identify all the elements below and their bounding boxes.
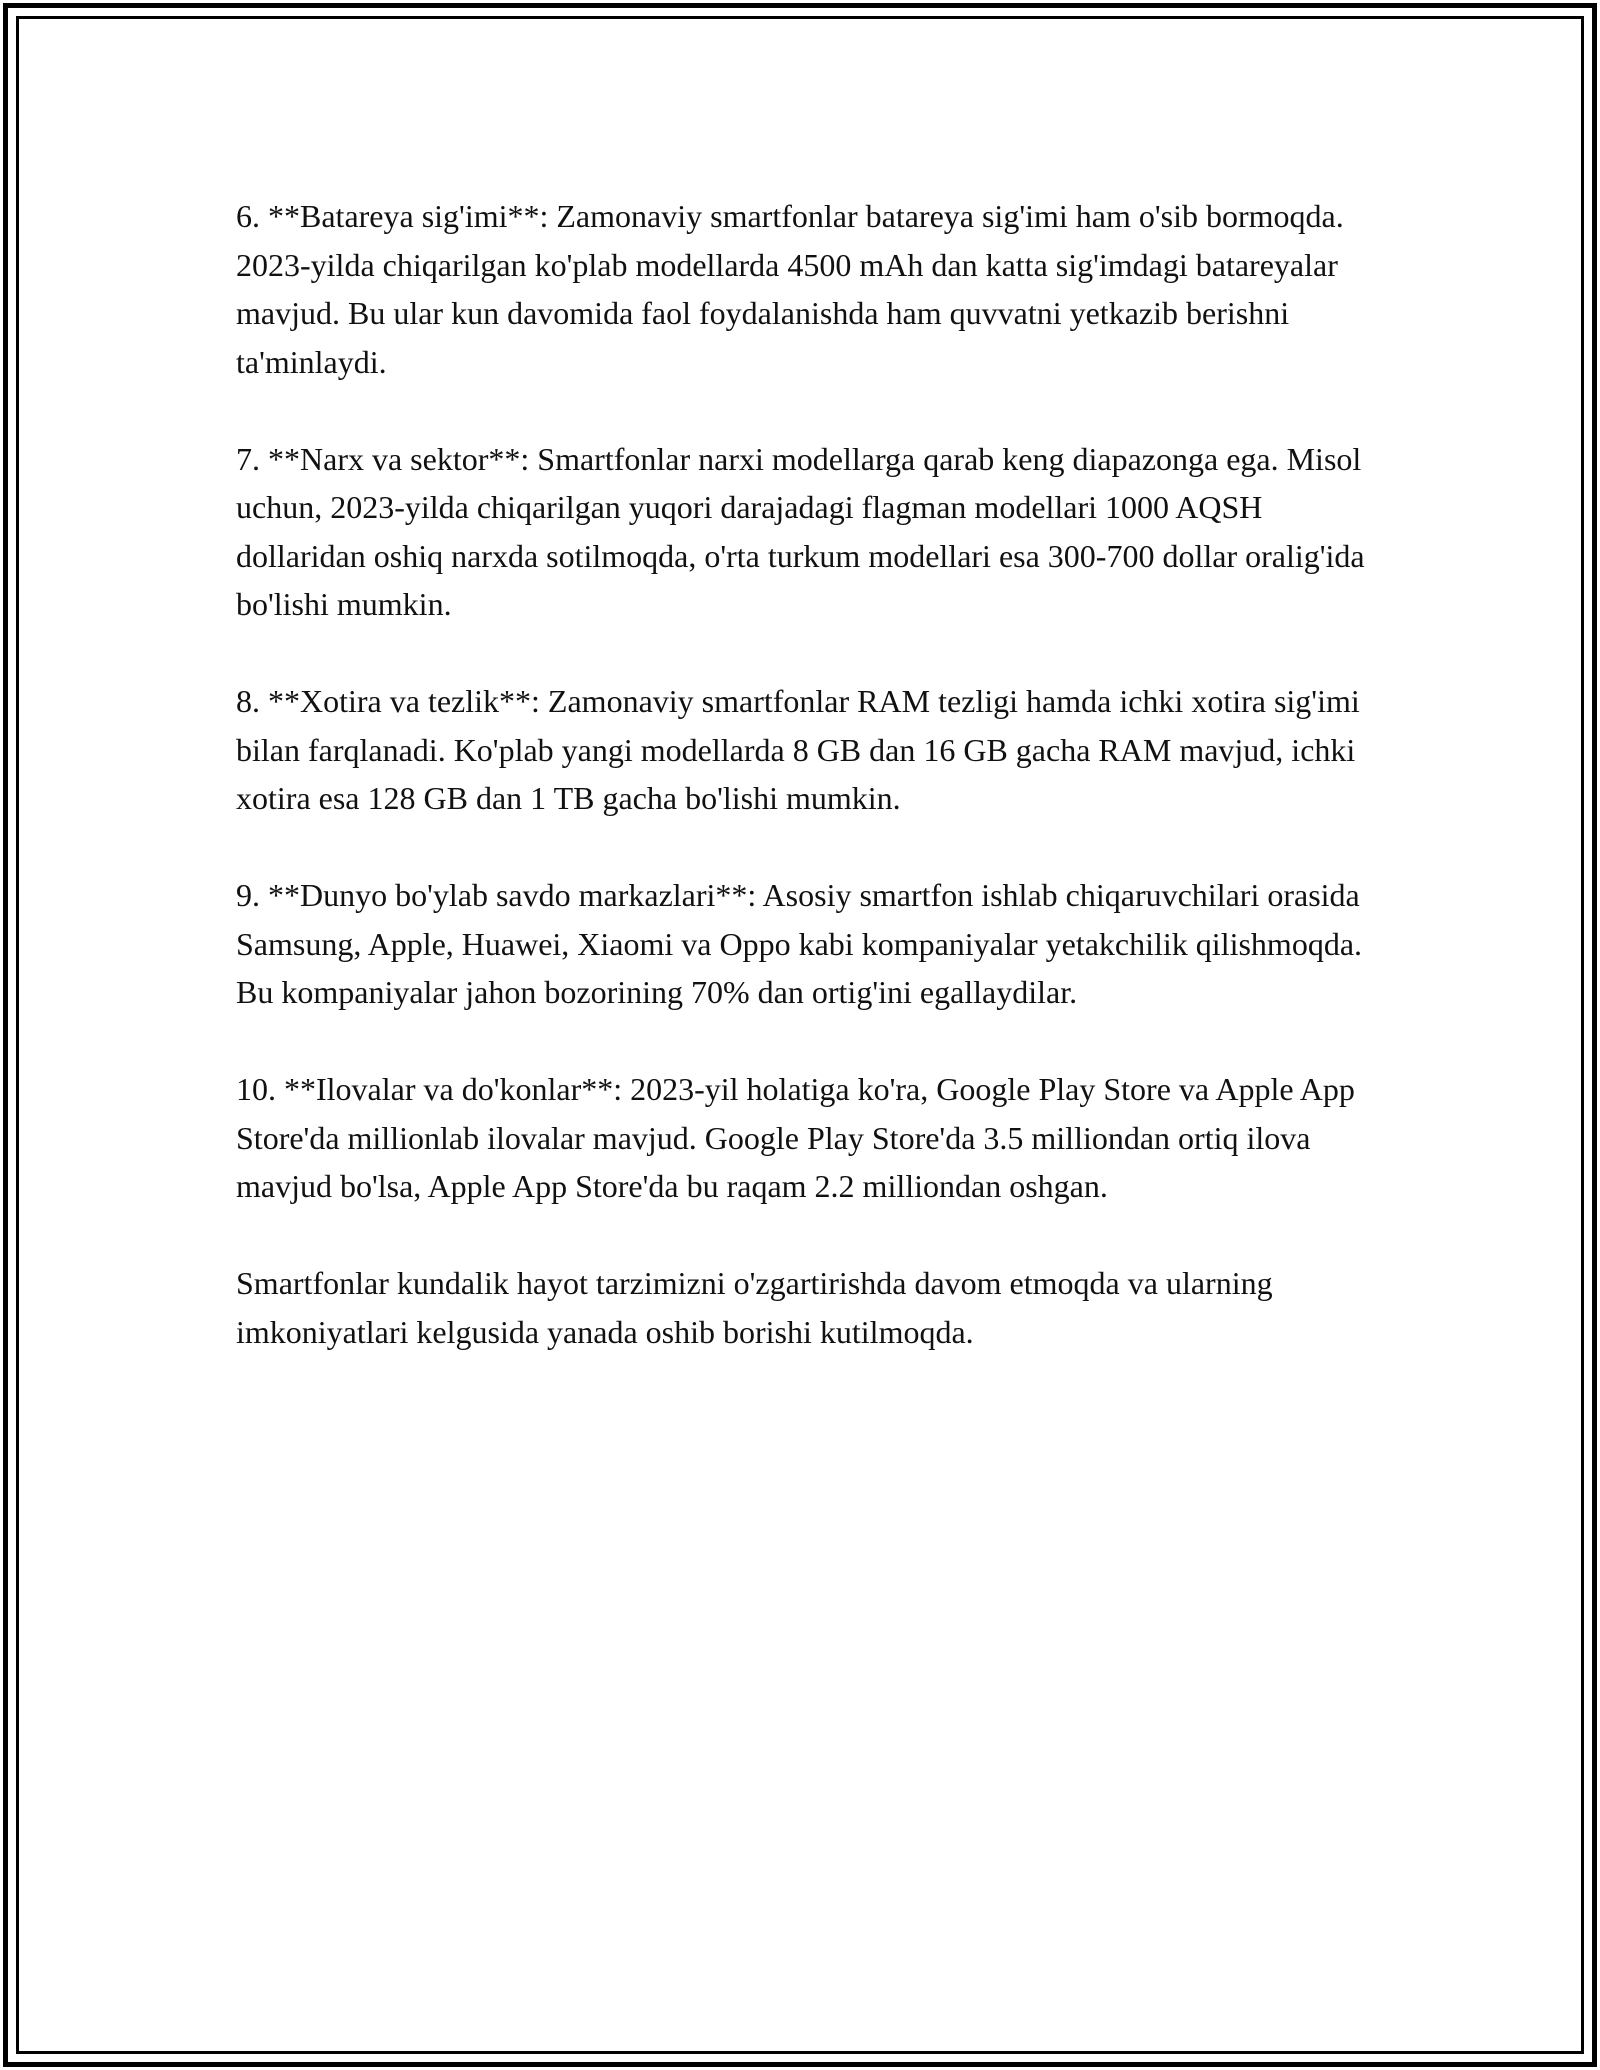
paragraph-manufacturers: 9. **Dunyo bo'ylab savdo markazlari**: Asosiy smartfon ishlab chiqaruvchilari orasida Samsung, Apple, Huawei, Xiaomi va Oppo kabi kompaniyalar yetakchilik qilishmoqda. Bu kompaniyalar jahon bozorining 70% dan ortig'ini egallaydilar. bbox=[236, 877, 1363, 1010]
paragraph-battery: 6. **Batareya sig'imi**: Zamonaviy smartfonlar batareya sig'imi ham o'sib bormoqda. 2023-yilda chiqarilgan ko'plab modellarda 4500 mAh dan katta sig'imdagi batareyalar mavjud. Bu ular kun davomida faol foydalanishda ham quvvatni yetkazib berishni ta'minlaydi. bbox=[236, 198, 1344, 380]
paragraph-memory: 8. **Xotira va tezlik**: Zamonaviy smartfonlar RAM tezligi hamda ichki xotira sig'imi bilan farqlanadi. Ko'plab yangi modellarda 8 GB dan 16 GB gacha RAM mavjud, ichki xotira esa 128 GB dan 1 TB gacha bo'lishi mumkin. bbox=[236, 683, 1360, 816]
paragraph-price: 7. **Narx va sektor**: Smartfonlar narxi modellarga qarab keng diapazonga ega. Misol uchun, 2023-yilda chiqarilgan yuqori darajadagi flagman modellari 1000 AQSH dollaridan oshiq narxda sotilmoqda, o'rta turkum modellari esa 300-700 dollar oralig'ida bo'lishi mumkin. bbox=[236, 440, 1365, 622]
paragraph-apps: 10. **Ilovalar va do'konlar**: 2023-yil holatiga ko'ra, Google Play Store va Apple App Store'da millionlab ilovalar mavjud. Google Play Store'da 3.5 milliondan ortiq ilova mavjud bo'lsa, Apple App Store'da bu raqam 2.2 milliondan oshgan. bbox=[236, 1071, 1355, 1204]
document-body bbox=[236, 192, 1366, 1405]
paragraph-conclusion: Smartfonlar kundalik hayot tarzimizni o'zgartirishda davom etmoqda va ularning imkoniyatlari kelgusida yanada oshib borishi kutilmoqda. bbox=[236, 1265, 1273, 1350]
